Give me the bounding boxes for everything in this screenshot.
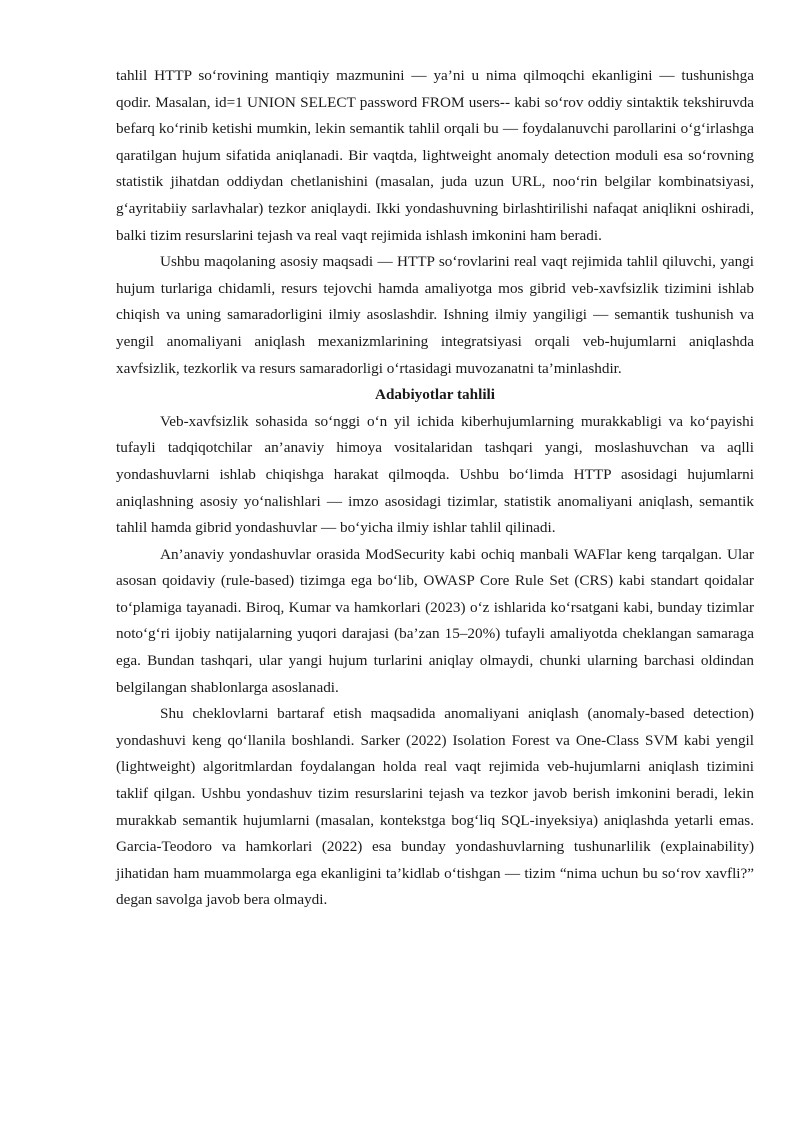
- paragraph-review-3: Shu cheklovlarni bartaraf etish maqsadida anomaliyani aniqlash (anomaly-based detection) yondashuvi keng qo‘llanila boshlandi. Sarker (2022) Isolation Forest va One-Class SVM kabi yengil (lightweight) algoritmlardan foydalangan holda real vaqt rejimida veb-hujumlarni aniqlash tizimini taklif qilgan. Ushbu yondashuv tizim resurslarini tejash va tezkor javob berish imkonini beradi, lekin murakkab semantik hujumlarni (masalan, kontekstga bog‘liq SQL-inyeksiya) aniqlashda yetarli emas. Garcia-Teodoro va hamkorlari (2022) esa bunday yondashuvlarning tushunarlilik (explainability) jihatidan ham muammolarga ega ekanligini ta’kidlab o‘tishgan — tizim “nima uchun bu so‘rov xavfli?” degan savolga javob bera olmaydi.: [116, 705, 754, 909]
- paragraph-review-2: An’anaviy yondashuvlar orasida ModSecurity kabi ochiq manbali WAFlar keng tarqalgan. Ular asosan qoidaviy (rule-based) tizimga ega bo‘lib, OWASP Core Rule Set (CRS) kabi standart qoidalar to‘plamiga tayanadi. Biroq, Kumar va hamkorlari (2023) o‘z ishlarida ko‘rsatgani kabi, bunday tizimlar noto‘g‘ri ijobiy natijalarning yuqori darajasi (ba’zan 15–20%) tufayli amaliyotda cheklangan samaraga ega. Bundan tashqari, ular yangi hujum turlarini aniqlay olmaydi, chunki ularning barchasi oldindan belgilangan shablonlarga asoslanadi.: [116, 545, 754, 696]
- document-page: [116, 63, 754, 914]
- paragraph-review-1: Veb-xavfsizlik sohasida so‘nggi o‘n yil ichida kiberhujumlarning murakkabligi va ko‘payishi tufayli tadqiqotchilar an’anaviy himoya vositalaridan tashqari yangi, moslashuvchan va aqlli yondashuvlarni ishlab chiqishga harakat qilmoqda. Ushbu bo‘limda HTTP asosidagi hujumlarni aniqlashning asosiy yo‘nalishlari — imzo asosidagi tizimlar, statistik anomaliyani aniqlash, semantik tahlil hamda gibrid yondashuvlar — bo‘yicha ilmiy ishlar tahlil qilinadi.: [116, 412, 754, 537]
- section-heading: Adabiyotlar tahlili: [375, 386, 495, 404]
- paragraph-aim: Ushbu maqolaning asosiy maqsadi — HTTP so‘rovlarini real vaqt rejimida tahlil qiluvchi, yangi hujum turlariga chidamli, resurs tejovchi hamda amaliyotga mos gibrid veb-xavfsizlik tizimini ishlab chiqish va uning samaradorligini ilmiy asoslashdir. Ishning ilmiy yangiligi — semantik tushunish va yengil anomaliyani aniqlash mexanizmlarining integratsiyasi orqali veb-hujumlarni aniqlashda xavfsizlik, tezkorlik va resurs samaradorligi o‘rtasidagi muvozanatni ta’minlashdir.: [116, 253, 754, 377]
- paragraph-intro-continuation: tahlil HTTP so‘rovining mantiqiy mazmunini — ya’ni u nima qilmoqchi ekanligini — tushunishga qodir. Masalan, id=1 UNION SELECT password FROM users-- kabi so‘rov oddiy sintaktik tekshiruvda befarq ko‘rinib ketishi mumkin, lekin semantik tahlil orqali bu — foydalanuvchi parollarini o‘g‘irlashga qaratilgan hujum sifatida aniqlanadi. Bir vaqtda, lightweight anomaly detection moduli esa so‘rovning statistik jihatdan oddiydan chetlanishini (masalan, juda uzun URL, noo‘rin belgilar kombinatsiyasi, g‘ayritabiiy sarlavhalar) tezkor aniqlaydi. Ikki yondashuvning birlashtirilishi nafaqat aniqlikni oshiradi, balki tizim resurslarini tejash va real vaqt rejimida ishlash imkonini ham beradi.: [116, 67, 754, 244]
